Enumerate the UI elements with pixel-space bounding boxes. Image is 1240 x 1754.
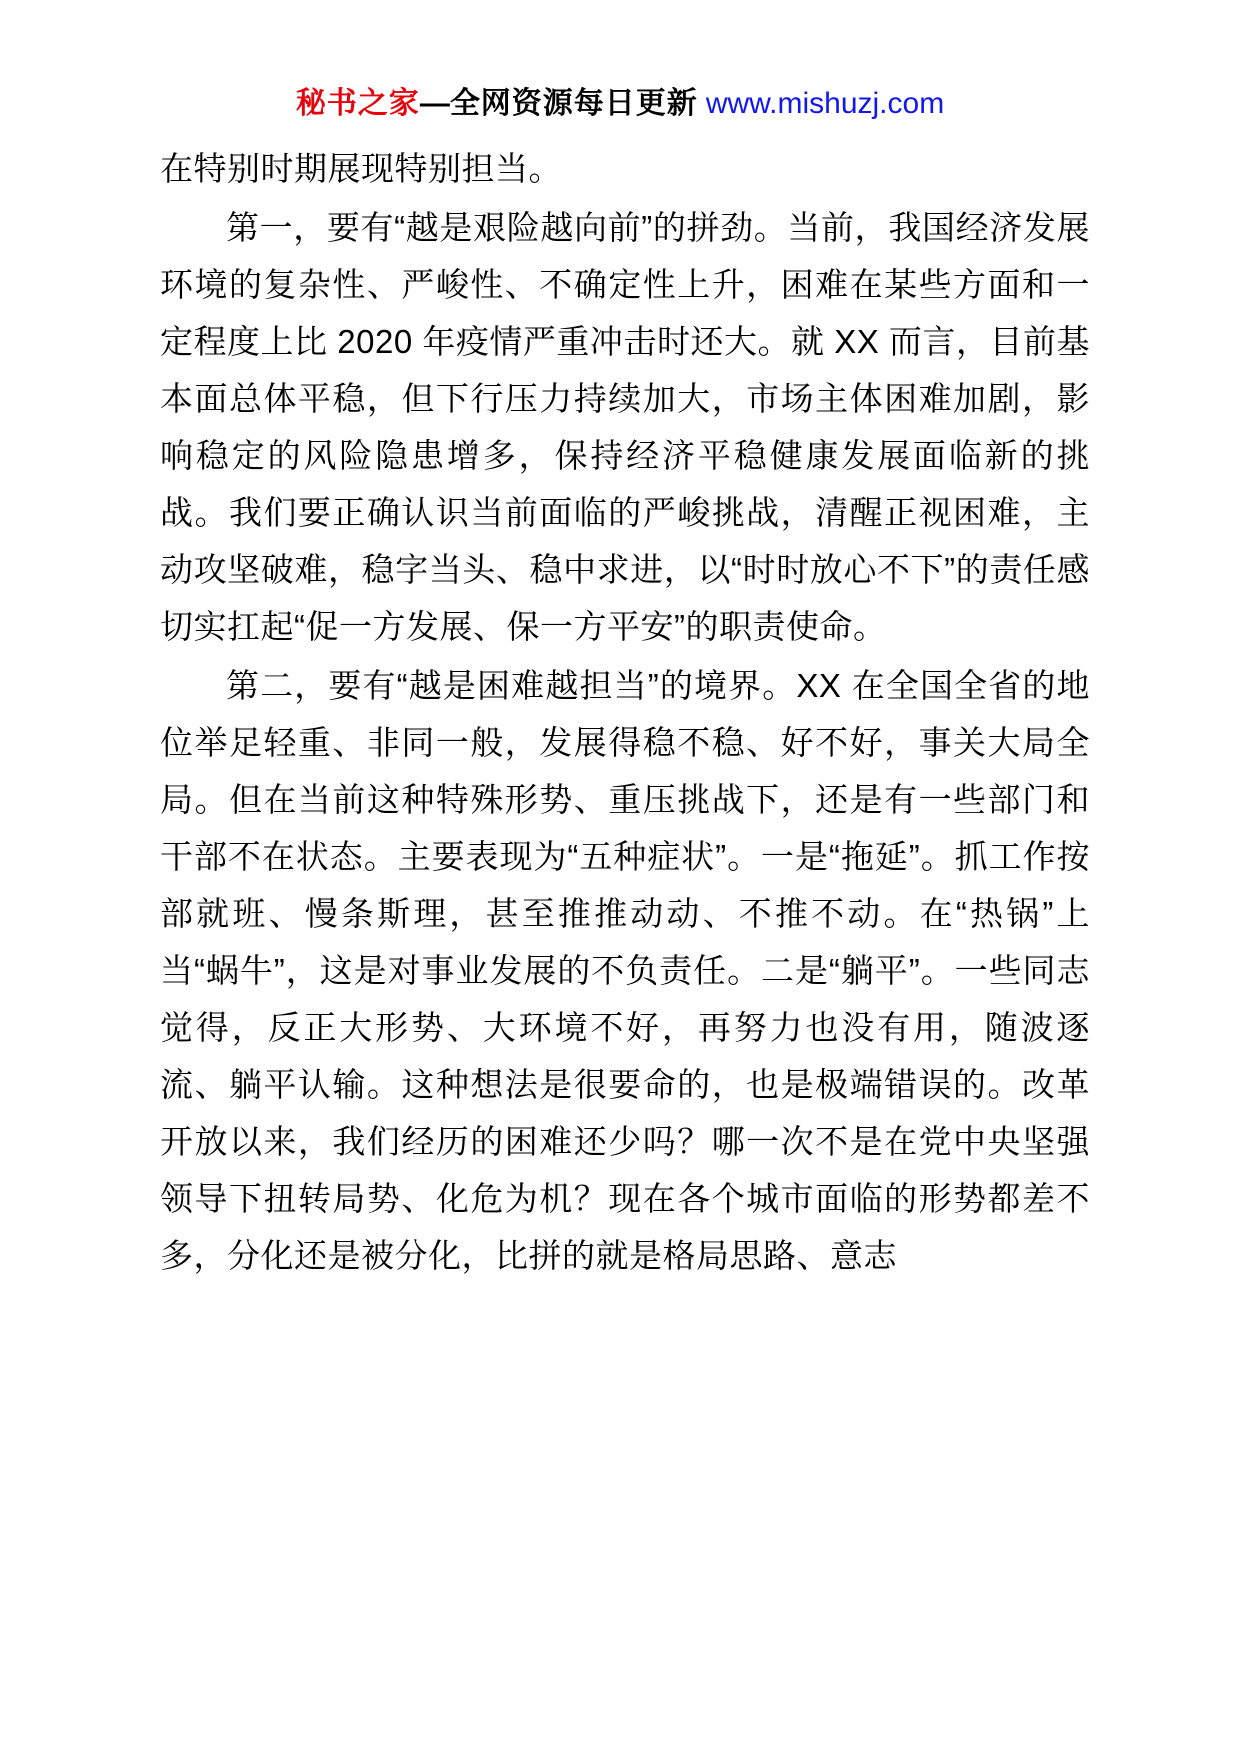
paragraph-point-two: 第二，要有“越是困难越担当”的境界。XX 在全国全省的地位举足轻重、非同一般，发展得稳不稳、好不好，事关大局全局。但在当前这种特殊形势、重压挑战下，还是有一些部门和干部不在状态。主要表现为“五种症状”。一是“拖延”。抓工作按部就班、慢条斯理，甚至推推动动、不推不动。在“热锅”上当“蜗牛”，这是对事业发展的不负责任。二是“躺平”。一些同志觉得，反正大形势、大环境不好，再努力也没有用，随波逐流、躺平认输。这种想法是很要命的，也是极端错误的。改革开放以来，我们经历的困难还少吗？哪一次不是在党中央坚强领导下扭转局势、化危为机？现在各个城市面临的形势都差不多，分化还是被分化，比拼的就是格局思路、意志 <box>160 667 1090 1274</box>
header-description: 全网资源每日更新 <box>449 87 698 120</box>
paragraph-point-one: 第一，要有“越是艰险越向前”的拼劲。当前，我国经济发展环境的复杂性、严峻性、不确定性上升，困难在某些方面和一定程度上比 2020 年疫情严重冲击时还大。就 XX 而言，目前基本面总体平稳，但下行压力持续加大，市场主体困难加剧，影响稳定的风险隐患增多，保持经济平稳健康发展面临新的挑战。我们要正确认识当前面临的严峻挑战，清醒正视困难，主动攻坚破难，稳字当头、稳中求进，以“时时放心不下”的责任感切实扛起“促一方发展、保一方平安”的职责使命。 <box>160 209 1090 645</box>
site-url-link[interactable]: www.mishuzj.com <box>705 87 945 120</box>
document-content <box>160 140 1090 1286</box>
site-watermark-header <box>0 86 1240 122</box>
header-dash: — <box>419 87 450 120</box>
paragraph-opening: 在特别时期展现特别担当。 <box>160 150 562 187</box>
site-brand-name: 秘书之家 <box>295 87 420 120</box>
